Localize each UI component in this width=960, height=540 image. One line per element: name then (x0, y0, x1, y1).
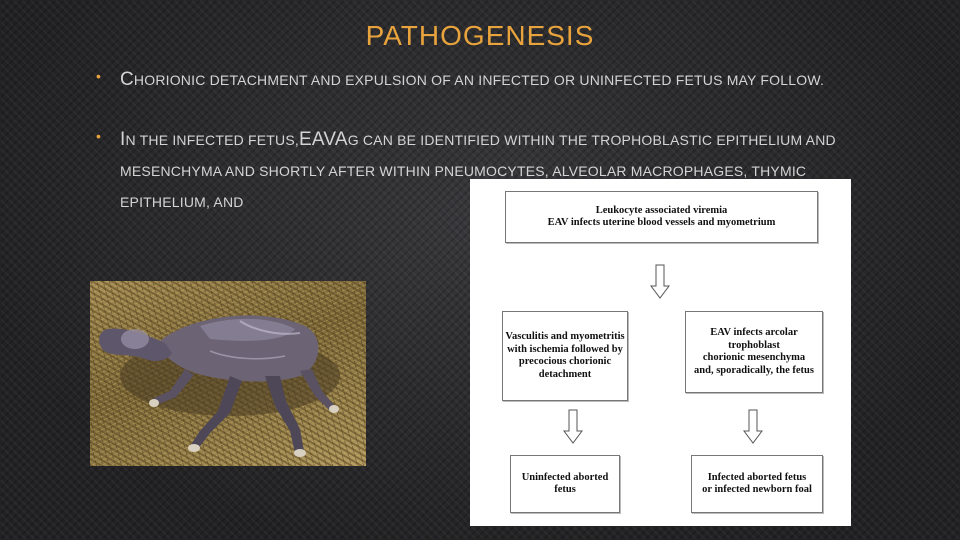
foal-illustration (90, 281, 366, 466)
box-vasculitis-line1: Vasculitis and myometritis (505, 331, 625, 342)
bullet-dot: • (96, 128, 102, 144)
arrow-down-icon (743, 409, 763, 445)
bullet-2-part1: N THE INFECTED FETUS, (125, 132, 299, 148)
slide-title: PATHOGENESIS (365, 20, 595, 51)
box-uninfected-line2: fetus (554, 484, 576, 495)
box-trophoblast-line4: and, sporadically, the fetus (694, 364, 814, 376)
box-trophoblast-line3: chorionic mesenchyma (702, 352, 806, 363)
bullet-1-rest: HORIONIC DETACHMENT AND EXPULSION OF AN INFECTED OR UNINFECTED FETUS MAY FOLLOW. (133, 72, 825, 88)
bullet-2-a: A (334, 129, 348, 150)
box-infected-line2: or infected newborn foal (702, 484, 812, 495)
box-trophoblast (685, 311, 823, 393)
box-vasculitis-line4: detachment (538, 368, 592, 380)
box-vasculitis (502, 311, 628, 401)
bullet-2-initial: I (120, 129, 126, 150)
box-viremia (505, 191, 818, 243)
box-vasculitis-line2: with ischemia followed by (507, 343, 623, 355)
bullet-2-part2: G CAN BE IDENTIFIED WITHIN THE TROPHOBLASTIC EPITHELIUM AND MESENCHYMA AND SHORTLY AFTER WITHIN PNEUMOCYTES, ALVEOLAR MACROPHAGES, THYMIC EPITHELIUM, AND (120, 132, 836, 210)
box-infected-fetus (691, 455, 823, 513)
bullet-dot: • (96, 68, 102, 84)
aborted-foal-photo (90, 281, 366, 466)
box-viremia-line1: Leukocyte associated viremia (595, 204, 728, 216)
box-viremia-line2: EAV infects uterine blood vessels and myometrium (547, 217, 776, 228)
box-vasculitis-line3: precocious chorionic (518, 356, 612, 367)
box-trophoblast-line1: EAV infects arcolar (710, 327, 798, 338)
bullet-1-text (120, 64, 860, 96)
box-trophoblast-line2: trophoblast (728, 339, 780, 351)
arrow-down-icon (650, 264, 670, 300)
arrow-down-icon (563, 409, 583, 445)
box-uninfected-line1: Uninfected aborted (521, 471, 609, 483)
pathogenesis-flow-diagram (470, 179, 851, 526)
bullet-1-initial: C (120, 69, 134, 90)
box-infected-line1: Infected aborted fetus (707, 471, 807, 483)
bullet-2-eav: EAV (299, 129, 335, 150)
box-uninfected-fetus (510, 455, 620, 513)
